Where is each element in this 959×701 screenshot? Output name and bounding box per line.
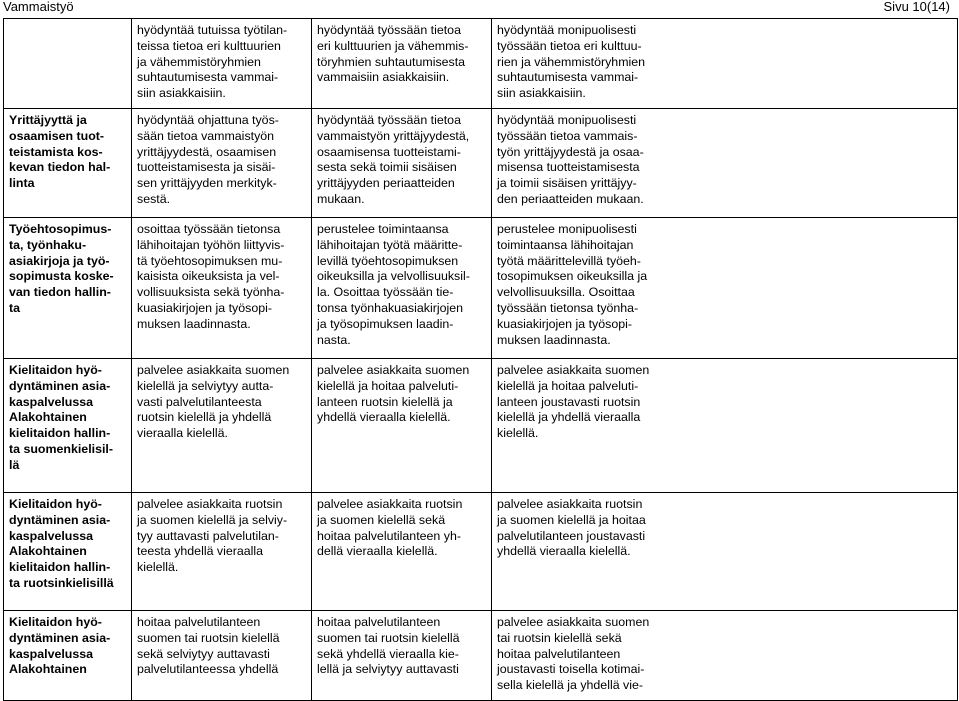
level-1-cell: hyödyntää tutuissa työtilan- teissa tietoa eri kulttuurien ja vähemmistöryhmien suhtautumisesta vammai- siin asiakkaisiin. — [132, 19, 312, 109]
table-row — [4, 217, 958, 358]
table-row — [4, 19, 958, 109]
row-label: Kielitaidon hyö- dyntäminen asia- kaspalvelussa Alakohtainen kielitaidon hallin- ta suomenkielisil- lä — [4, 358, 132, 492]
level-3-cell: hyödyntää monipuolisesti työssään tietoa eri kulttuu- rien ja vähemmistöryhmien suhtautumisesta vammai- siin asiakkaisiin. — [492, 19, 958, 109]
table-row — [4, 108, 958, 217]
row-label — [4, 19, 132, 109]
level-2-cell: hoitaa palvelutilanteen suomen tai ruotsin kielellä sekä yhdellä vieraalla kie- lellä ja selviytyy auttavasti — [312, 610, 492, 700]
table-row — [4, 610, 958, 700]
page-header — [0, 0, 959, 14]
level-2-cell: palvelee asiakkaita suomen kielellä ja hoitaa palveluti- lanteen ruotsin kielellä ja yhdellä vieraalla kielellä. — [312, 358, 492, 492]
level-1-cell: osoittaa työssään tietonsa lähihoitajan työhön liittyvis- tä työehtosopimuksen mu- kaisista oikeuksista ja vel- vollisuuksista sekä työnha- kuasiakirjojen ja työsopi- muksen laadinnasta. — [132, 217, 312, 358]
level-3-cell: perustelee monipuolisesti toimintaansa lähihoitajan työtä määrittelevillä työeh- tosopimuksen oikeuksilla ja velvollisuuksilla. Osoittaa työssään tietonsa työnha- kuasiakirjojen ja työsopi- muksen laadinnasta. — [492, 217, 958, 358]
row-label: Yrittäjyyttä ja osaamisen tuot- teistamista kos- kevan tiedon hal- linta — [4, 108, 132, 217]
level-3-cell: palvelee asiakkaita suomen kielellä ja hoitaa palveluti- lanteen joustavasti ruotsin kielellä ja yhdellä vieraalla kielellä. — [492, 358, 958, 492]
level-1-cell: hoitaa palvelutilanteen suomen tai ruotsin kielellä sekä selviytyy auttavasti palvelutilanteessa yhdellä — [132, 610, 312, 700]
level-2-cell: hyödyntää työssään tietoa vammaistyön yrittäjyydestä, osaamisensa tuotteistami- sesta sekä toimii sisäisen yrittäjyyden periaatteiden mukaan. — [312, 108, 492, 217]
table-row — [4, 358, 958, 492]
page-number: Sivu 10(14) — [883, 0, 950, 14]
level-1-cell: palvelee asiakkaita suomen kielellä ja selviytyy autta- vasti palvelutilanteesta ruotsin kielellä ja yhdellä vieraalla kielellä. — [132, 358, 312, 492]
level-3-cell: hyödyntää monipuolisesti työssään tietoa vammais- työn yrittäjyydestä ja osaa- misensa tuotteistamisesta ja toimii sisäisen yrittäjyy- den periaatteiden mukaan. — [492, 108, 958, 217]
level-1-cell: palvelee asiakkaita ruotsin ja suomen kielellä ja selviy- tyy auttavasti palvelutilan- teesta yhdellä vieraalla kielellä. — [132, 492, 312, 610]
row-label: Työehtosopimus- ta, työnhaku- asiakirjoja ja työ- sopimusta koske- van tiedon hallin- ta — [4, 217, 132, 358]
level-2-cell: perustelee toimintaansa lähihoitajan työtä määritte- levillä työehtosopimuksen oikeuksilla ja velvollisuuksil- la. Osoittaa työssään tie- tonsa työnhakuasiakirjojen ja työsopimuksen laadin- nasta. — [312, 217, 492, 358]
document-title: Vammaistyö — [3, 0, 74, 14]
level-3-cell: palvelee asiakkaita ruotsin ja suomen kielellä ja hoitaa palvelutilanteen joustavasti yhdellä vieraalla kielellä. — [492, 492, 958, 610]
level-1-cell: hyödyntää ohjattuna työs- sään tietoa vammaistyön yrittäjyydestä, osaamisen tuotteistamisesta ja sisäi- sen yrittäjyyden merkityk- sestä. — [132, 108, 312, 217]
table-row — [4, 492, 958, 610]
level-3-cell: palvelee asiakkaita suomen tai ruotsin kielellä sekä hoitaa palvelutilanteen joustavasti toisella kotimai- sella kielellä ja yhdellä vie- — [492, 610, 958, 700]
competency-table — [3, 18, 958, 701]
level-2-cell: palvelee asiakkaita ruotsin ja suomen kielellä sekä hoitaa palvelutilanteen yh- dellä vieraalla kielellä. — [312, 492, 492, 610]
row-label: Kielitaidon hyö- dyntäminen asia- kaspalvelussa Alakohtainen kielitaidon hallin- ta ruotsinkielisillä — [4, 492, 132, 610]
level-2-cell: hyödyntää työssään tietoa eri kulttuurien ja vähemmis- töryhmien suhtautumisesta vammaisiin asiakkaisiin. — [312, 19, 492, 109]
row-label: Kielitaidon hyö- dyntäminen asia- kaspalvelussa Alakohtainen — [4, 610, 132, 700]
